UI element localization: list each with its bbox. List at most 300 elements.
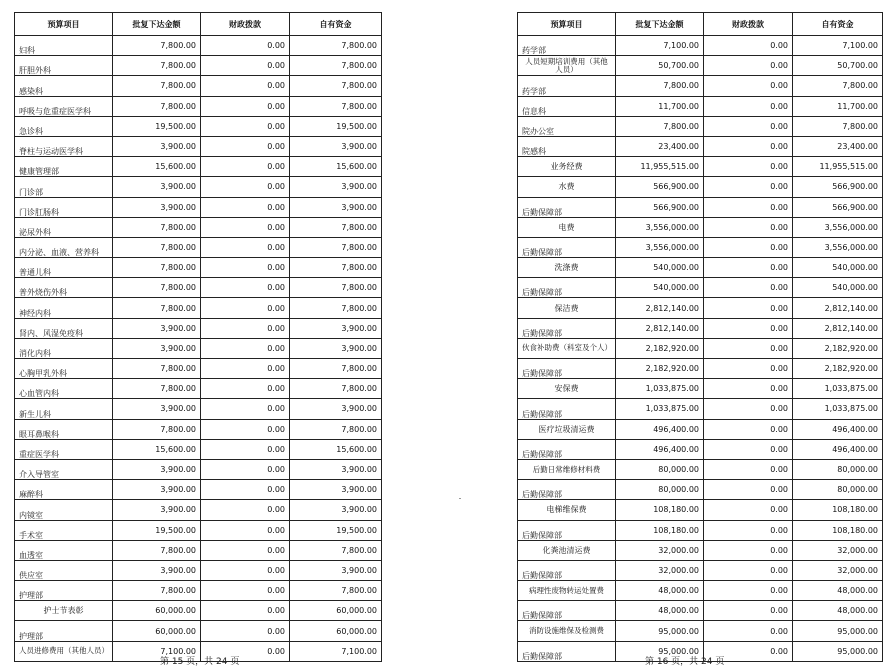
table-row [15, 56, 382, 76]
budget-item-cell: 血透室 [15, 540, 113, 560]
approved-amount-cell: 60,000.00 [113, 601, 201, 621]
fiscal-appropriation-cell: 0.00 [704, 298, 793, 318]
fiscal-appropriation-cell: 0.00 [704, 459, 793, 479]
approved-amount-cell: 1,033,875.00 [616, 379, 704, 399]
table-row [518, 459, 883, 479]
approved-amount-cell: 2,182,920.00 [616, 359, 704, 379]
budget-item-cell: 保洁费 [518, 298, 616, 318]
table-row [518, 197, 883, 217]
own-funds-cell: 7,800.00 [290, 96, 382, 116]
approved-amount-cell: 80,000.00 [616, 480, 704, 500]
fiscal-appropriation-cell: 0.00 [201, 136, 290, 156]
table-row [15, 480, 382, 500]
table-row [15, 621, 382, 641]
budget-item-cell: 护理部 [15, 581, 113, 601]
own-funds-cell: 48,000.00 [793, 581, 883, 601]
table-row [15, 177, 382, 197]
budget-item-cell: 肝胆外科 [15, 56, 113, 76]
header-own-funds: 自有资金 [793, 13, 883, 36]
own-funds-cell: 540,000.00 [793, 278, 883, 298]
fiscal-appropriation-cell: 0.00 [704, 237, 793, 257]
budget-item-cell: 门诊部 [15, 177, 113, 197]
fiscal-appropriation-cell: 0.00 [201, 318, 290, 338]
fiscal-appropriation-cell: 0.00 [704, 399, 793, 419]
fiscal-appropriation-cell: 0.00 [704, 338, 793, 358]
approved-amount-cell: 7,800.00 [113, 258, 201, 278]
own-funds-cell: 19,500.00 [290, 520, 382, 540]
budget-item-cell: 门诊肛肠科 [15, 197, 113, 217]
budget-item-cell: 后勤保障部 [518, 399, 616, 419]
own-funds-cell: 496,400.00 [793, 419, 883, 439]
approved-amount-cell: 7,800.00 [113, 56, 201, 76]
own-funds-cell: 7,800.00 [290, 379, 382, 399]
fiscal-appropriation-cell: 0.00 [704, 439, 793, 459]
fiscal-appropriation-cell: 0.00 [704, 359, 793, 379]
budget-item-cell: 人员进修费用（其他人员） [15, 641, 113, 661]
approved-amount-cell: 48,000.00 [616, 581, 704, 601]
own-funds-cell: 7,800.00 [290, 419, 382, 439]
fiscal-appropriation-cell: 0.00 [201, 581, 290, 601]
approved-amount-cell: 3,900.00 [113, 560, 201, 580]
own-funds-cell: 566,900.00 [793, 177, 883, 197]
approved-amount-cell: 32,000.00 [616, 540, 704, 560]
table-row [15, 136, 382, 156]
approved-amount-cell: 3,900.00 [113, 177, 201, 197]
fiscal-appropriation-cell: 0.00 [201, 76, 290, 96]
fiscal-appropriation-cell: 0.00 [704, 76, 793, 96]
fiscal-appropriation-cell: 0.00 [201, 359, 290, 379]
approved-amount-cell: 7,800.00 [113, 278, 201, 298]
approved-amount-cell: 3,900.00 [113, 500, 201, 520]
approved-amount-cell: 95,000.00 [616, 641, 704, 661]
own-funds-cell: 60,000.00 [290, 601, 382, 621]
fiscal-appropriation-cell: 0.00 [704, 480, 793, 500]
approved-amount-cell: 3,900.00 [113, 197, 201, 217]
table-row [15, 237, 382, 257]
own-funds-cell: 3,900.00 [290, 399, 382, 419]
own-funds-cell: 11,700.00 [793, 96, 883, 116]
approved-amount-cell: 7,800.00 [113, 96, 201, 116]
table-row [518, 96, 883, 116]
approved-amount-cell: 3,900.00 [113, 399, 201, 419]
approved-amount-cell: 3,900.00 [113, 459, 201, 479]
table-row [518, 520, 883, 540]
budget-item-cell: 呼吸与危重症医学科 [15, 96, 113, 116]
budget-item-cell: 电梯维保费 [518, 500, 616, 520]
fiscal-appropriation-cell: 0.00 [704, 157, 793, 177]
budget-item-cell: 医疗垃圾清运费 [518, 419, 616, 439]
fiscal-appropriation-cell: 0.00 [201, 116, 290, 136]
own-funds-cell: 3,900.00 [290, 480, 382, 500]
budget-item-cell: 介入导管室 [15, 459, 113, 479]
approved-amount-cell: 3,556,000.00 [616, 217, 704, 237]
own-funds-cell: 2,182,920.00 [793, 338, 883, 358]
table-row [518, 419, 883, 439]
table-row [518, 318, 883, 338]
budget-item-cell: 后勤保障部 [518, 439, 616, 459]
approved-amount-cell: 15,600.00 [113, 157, 201, 177]
table-row [518, 540, 883, 560]
approved-amount-cell: 7,800.00 [616, 76, 704, 96]
fiscal-appropriation-cell: 0.00 [201, 459, 290, 479]
table-row [518, 76, 883, 96]
budget-item-cell: 重症医学科 [15, 439, 113, 459]
fiscal-appropriation-cell: 0.00 [704, 36, 793, 56]
budget-item-cell: 泌尿外科 [15, 217, 113, 237]
table-row [15, 379, 382, 399]
own-funds-cell: 7,800.00 [290, 76, 382, 96]
fiscal-appropriation-cell: 0.00 [704, 56, 793, 76]
table-header-row [518, 13, 883, 36]
budget-item-cell: 急诊科 [15, 116, 113, 136]
fiscal-appropriation-cell: 0.00 [201, 177, 290, 197]
approved-amount-cell: 48,000.00 [616, 601, 704, 621]
table-row [15, 278, 382, 298]
budget-item-cell: 妇科 [15, 36, 113, 56]
approved-amount-cell: 7,800.00 [113, 359, 201, 379]
own-funds-cell: 95,000.00 [793, 641, 883, 661]
own-funds-cell: 50,700.00 [793, 56, 883, 76]
fiscal-appropriation-cell: 0.00 [201, 560, 290, 580]
table-row [518, 298, 883, 318]
table-row [15, 459, 382, 479]
approved-amount-cell: 23,400.00 [616, 136, 704, 156]
budget-item-cell: 后勤日常维修材料费 [518, 459, 616, 479]
own-funds-cell: 3,556,000.00 [793, 217, 883, 237]
header-own-funds: 自有资金 [290, 13, 382, 36]
approved-amount-cell: 108,180.00 [616, 520, 704, 540]
fiscal-appropriation-cell: 0.00 [201, 96, 290, 116]
own-funds-cell: 32,000.00 [793, 560, 883, 580]
budget-item-cell: 护理部 [15, 621, 113, 641]
budget-item-cell: 普通儿科 [15, 258, 113, 278]
own-funds-cell: 95,000.00 [793, 621, 883, 641]
own-funds-cell: 566,900.00 [793, 197, 883, 217]
own-funds-cell: 3,900.00 [290, 459, 382, 479]
budget-item-cell: 化粪池清运费 [518, 540, 616, 560]
table-row [518, 601, 883, 621]
own-funds-cell: 3,900.00 [290, 177, 382, 197]
approved-amount-cell: 7,800.00 [113, 36, 201, 56]
table-row [15, 258, 382, 278]
own-funds-cell: 2,812,140.00 [793, 298, 883, 318]
approved-amount-cell: 7,800.00 [113, 379, 201, 399]
table-row [518, 116, 883, 136]
table-row [15, 338, 382, 358]
fiscal-appropriation-cell: 0.00 [201, 157, 290, 177]
table-row [518, 177, 883, 197]
own-funds-cell: 3,900.00 [290, 197, 382, 217]
budget-item-cell: 后勤保障部 [518, 318, 616, 338]
own-funds-cell: 1,033,875.00 [793, 379, 883, 399]
table-row [518, 480, 883, 500]
budget-item-cell: 麻醉科 [15, 480, 113, 500]
budget-item-cell: 后勤保障部 [518, 560, 616, 580]
budget-item-cell: 健康管理部 [15, 157, 113, 177]
budget-item-cell: 信息科 [518, 96, 616, 116]
table-row [518, 56, 883, 76]
fiscal-appropriation-cell: 0.00 [704, 641, 793, 661]
header-approved-amount: 批复下达金额 [616, 13, 704, 36]
approved-amount-cell: 496,400.00 [616, 419, 704, 439]
table-row [15, 359, 382, 379]
own-funds-cell: 19,500.00 [290, 116, 382, 136]
fiscal-appropriation-cell: 0.00 [704, 217, 793, 237]
fiscal-appropriation-cell: 0.00 [704, 136, 793, 156]
own-funds-cell: 7,800.00 [290, 217, 382, 237]
budget-item-cell: 后勤保障部 [518, 237, 616, 257]
approved-amount-cell: 7,800.00 [113, 76, 201, 96]
table-row [518, 500, 883, 520]
approved-amount-cell: 496,400.00 [616, 439, 704, 459]
own-funds-cell: 3,900.00 [290, 318, 382, 338]
own-funds-cell: 7,800.00 [793, 116, 883, 136]
budget-item-cell: 人员短期培训费用（其他人员） [518, 56, 616, 76]
budget-item-cell: 水费 [518, 177, 616, 197]
approved-amount-cell: 60,000.00 [113, 621, 201, 641]
approved-amount-cell: 7,800.00 [113, 540, 201, 560]
budget-item-cell: 普外烧伤外科 [15, 278, 113, 298]
approved-amount-cell: 7,100.00 [616, 36, 704, 56]
approved-amount-cell: 50,700.00 [616, 56, 704, 76]
table-row [15, 36, 382, 56]
own-funds-cell: 32,000.00 [793, 540, 883, 560]
budget-item-cell: 神经内科 [15, 298, 113, 318]
fiscal-appropriation-cell: 0.00 [201, 520, 290, 540]
own-funds-cell: 2,812,140.00 [793, 318, 883, 338]
budget-item-cell: 药学部 [518, 76, 616, 96]
fiscal-appropriation-cell: 0.00 [201, 197, 290, 217]
table-body [518, 36, 883, 662]
table-row [518, 379, 883, 399]
budget-item-cell: 后勤保障部 [518, 480, 616, 500]
fiscal-appropriation-cell: 0.00 [201, 298, 290, 318]
fiscal-appropriation-cell: 0.00 [704, 278, 793, 298]
table-row [15, 298, 382, 318]
approved-amount-cell: 540,000.00 [616, 278, 704, 298]
own-funds-cell: 108,180.00 [793, 520, 883, 540]
budget-item-cell: 消防设施维保及检测费 [518, 621, 616, 641]
budget-item-cell: 病理性废物转运处置费 [518, 581, 616, 601]
budget-item-cell: 肾内、风湿免疫科 [15, 318, 113, 338]
approved-amount-cell: 11,955,515.00 [616, 157, 704, 177]
own-funds-cell: 7,800.00 [290, 359, 382, 379]
approved-amount-cell: 3,900.00 [113, 318, 201, 338]
fiscal-appropriation-cell: 0.00 [704, 116, 793, 136]
budget-item-cell: 业务经费 [518, 157, 616, 177]
budget-item-cell: 后勤保障部 [518, 359, 616, 379]
fiscal-appropriation-cell: 0.00 [201, 217, 290, 237]
fiscal-appropriation-cell: 0.00 [201, 258, 290, 278]
approved-amount-cell: 566,900.00 [616, 197, 704, 217]
table-body [15, 36, 382, 662]
own-funds-cell: 496,400.00 [793, 439, 883, 459]
own-funds-cell: 7,800.00 [290, 540, 382, 560]
own-funds-cell: 7,800.00 [290, 581, 382, 601]
fiscal-appropriation-cell: 0.00 [704, 581, 793, 601]
fiscal-appropriation-cell: 0.00 [201, 621, 290, 641]
table-row [15, 399, 382, 419]
approved-amount-cell: 1,033,875.00 [616, 399, 704, 419]
table-row [518, 560, 883, 580]
own-funds-cell: 11,955,515.00 [793, 157, 883, 177]
approved-amount-cell: 108,180.00 [616, 500, 704, 520]
approved-amount-cell: 19,500.00 [113, 520, 201, 540]
budget-item-cell: 洗涤费 [518, 258, 616, 278]
own-funds-cell: 3,900.00 [290, 500, 382, 520]
approved-amount-cell: 3,556,000.00 [616, 237, 704, 257]
own-funds-cell: 7,800.00 [793, 76, 883, 96]
budget-item-cell: 眼耳鼻喉科 [15, 419, 113, 439]
table-row [15, 560, 382, 580]
fiscal-appropriation-cell: 0.00 [201, 237, 290, 257]
budget-item-cell: 内分泌、血液、营养科 [15, 237, 113, 257]
table-row [15, 318, 382, 338]
table-row [518, 439, 883, 459]
table-row [518, 258, 883, 278]
own-funds-cell: 7,100.00 [793, 36, 883, 56]
approved-amount-cell: 2,812,140.00 [616, 318, 704, 338]
table-row [15, 157, 382, 177]
fiscal-appropriation-cell: 0.00 [704, 419, 793, 439]
budget-item-cell: 伙食补助费（科室及个人） [518, 338, 616, 358]
fiscal-appropriation-cell: 0.00 [704, 621, 793, 641]
own-funds-cell: 3,900.00 [290, 338, 382, 358]
table-row [518, 581, 883, 601]
budget-item-cell: 院办公室 [518, 116, 616, 136]
table-row [15, 601, 382, 621]
own-funds-cell: 108,180.00 [793, 500, 883, 520]
table-row [518, 36, 883, 56]
fiscal-appropriation-cell: 0.00 [201, 338, 290, 358]
header-fiscal-appropriation: 财政拨款 [704, 13, 793, 36]
own-funds-cell: 23,400.00 [793, 136, 883, 156]
budget-item-cell: 护士节表彰 [15, 601, 113, 621]
table-row [15, 540, 382, 560]
table-row [518, 278, 883, 298]
budget-item-cell: 后勤保障部 [518, 641, 616, 661]
own-funds-cell: 7,800.00 [290, 298, 382, 318]
budget-item-cell: 手术室 [15, 520, 113, 540]
table-row [518, 157, 883, 177]
table-row [15, 96, 382, 116]
approved-amount-cell: 2,812,140.00 [616, 298, 704, 318]
approved-amount-cell: 3,900.00 [113, 338, 201, 358]
own-funds-cell: 7,800.00 [290, 278, 382, 298]
fiscal-appropriation-cell: 0.00 [201, 278, 290, 298]
budget-item-cell: 院感科 [518, 136, 616, 156]
budget-item-cell: 脊柱与运动医学科 [15, 136, 113, 156]
table-row [518, 338, 883, 358]
fiscal-appropriation-cell: 0.00 [201, 641, 290, 661]
own-funds-cell: 15,600.00 [290, 157, 382, 177]
own-funds-cell: 1,033,875.00 [793, 399, 883, 419]
budget-item-cell: 电费 [518, 217, 616, 237]
approved-amount-cell: 7,800.00 [113, 581, 201, 601]
fiscal-appropriation-cell: 0.00 [704, 520, 793, 540]
own-funds-cell: 3,900.00 [290, 560, 382, 580]
fiscal-appropriation-cell: 0.00 [704, 540, 793, 560]
approved-amount-cell: 7,800.00 [113, 217, 201, 237]
approved-amount-cell: 7,800.00 [113, 237, 201, 257]
table-row [15, 419, 382, 439]
approved-amount-cell: 32,000.00 [616, 560, 704, 580]
fiscal-appropriation-cell: 0.00 [201, 540, 290, 560]
header-budget-item: 预算项目 [518, 13, 616, 36]
fiscal-appropriation-cell: 0.00 [704, 177, 793, 197]
own-funds-cell: 48,000.00 [793, 601, 883, 621]
own-funds-cell: 80,000.00 [793, 459, 883, 479]
fiscal-appropriation-cell: 0.00 [704, 197, 793, 217]
approved-amount-cell: 15,600.00 [113, 439, 201, 459]
budget-item-cell: 消化内科 [15, 338, 113, 358]
table-row [15, 439, 382, 459]
own-funds-cell: 2,182,920.00 [793, 359, 883, 379]
fiscal-appropriation-cell: 0.00 [201, 399, 290, 419]
fiscal-appropriation-cell: 0.00 [704, 96, 793, 116]
table-row [15, 197, 382, 217]
fiscal-appropriation-cell: 0.00 [201, 36, 290, 56]
budget-item-cell: 药学部 [518, 36, 616, 56]
page-footer: 第 15 页，共 24 页 [160, 657, 240, 667]
own-funds-cell: 7,800.00 [290, 36, 382, 56]
table-row [518, 399, 883, 419]
table-row [15, 500, 382, 520]
fiscal-appropriation-cell: 0.00 [704, 601, 793, 621]
own-funds-cell: 7,800.00 [290, 237, 382, 257]
table-row [15, 217, 382, 237]
own-funds-cell: 80,000.00 [793, 480, 883, 500]
table-row [518, 621, 883, 641]
approved-amount-cell: 3,900.00 [113, 136, 201, 156]
approved-amount-cell: 7,800.00 [616, 116, 704, 136]
fiscal-appropriation-cell: 0.00 [201, 480, 290, 500]
own-funds-cell: 3,556,000.00 [793, 237, 883, 257]
own-funds-cell: 7,800.00 [290, 56, 382, 76]
table-row [15, 76, 382, 96]
fiscal-appropriation-cell: 0.00 [704, 258, 793, 278]
fiscal-appropriation-cell: 0.00 [201, 500, 290, 520]
approved-amount-cell: 11,700.00 [616, 96, 704, 116]
header-approved-amount: 批复下达金额 [113, 13, 201, 36]
own-funds-cell: 540,000.00 [793, 258, 883, 278]
budget-item-cell: 后勤保障部 [518, 197, 616, 217]
budget-item-cell: 感染科 [15, 76, 113, 96]
fiscal-appropriation-cell: 0.00 [704, 500, 793, 520]
table-row [15, 520, 382, 540]
own-funds-cell: 7,800.00 [290, 258, 382, 278]
table-row [518, 359, 883, 379]
approved-amount-cell: 19,500.00 [113, 116, 201, 136]
own-funds-cell: 7,100.00 [290, 641, 382, 661]
fiscal-appropriation-cell: 0.00 [704, 379, 793, 399]
table-row [15, 581, 382, 601]
header-fiscal-appropriation: 财政拨款 [201, 13, 290, 36]
budget-item-cell: 后勤保障部 [518, 278, 616, 298]
fiscal-appropriation-cell: 0.00 [201, 419, 290, 439]
table-row [518, 217, 883, 237]
approved-amount-cell: 3,900.00 [113, 480, 201, 500]
header-budget-item: 预算项目 [15, 13, 113, 36]
fiscal-appropriation-cell: 0.00 [704, 560, 793, 580]
budget-item-cell: 心胸甲乳外科 [15, 359, 113, 379]
page-footer: 第 16 页，共 24 页 [645, 657, 725, 667]
approved-amount-cell: 95,000.00 [616, 621, 704, 641]
own-funds-cell: 3,900.00 [290, 136, 382, 156]
approved-amount-cell: 566,900.00 [616, 177, 704, 197]
budget-item-cell: 心血管内科 [15, 379, 113, 399]
approved-amount-cell: 7,800.00 [113, 298, 201, 318]
